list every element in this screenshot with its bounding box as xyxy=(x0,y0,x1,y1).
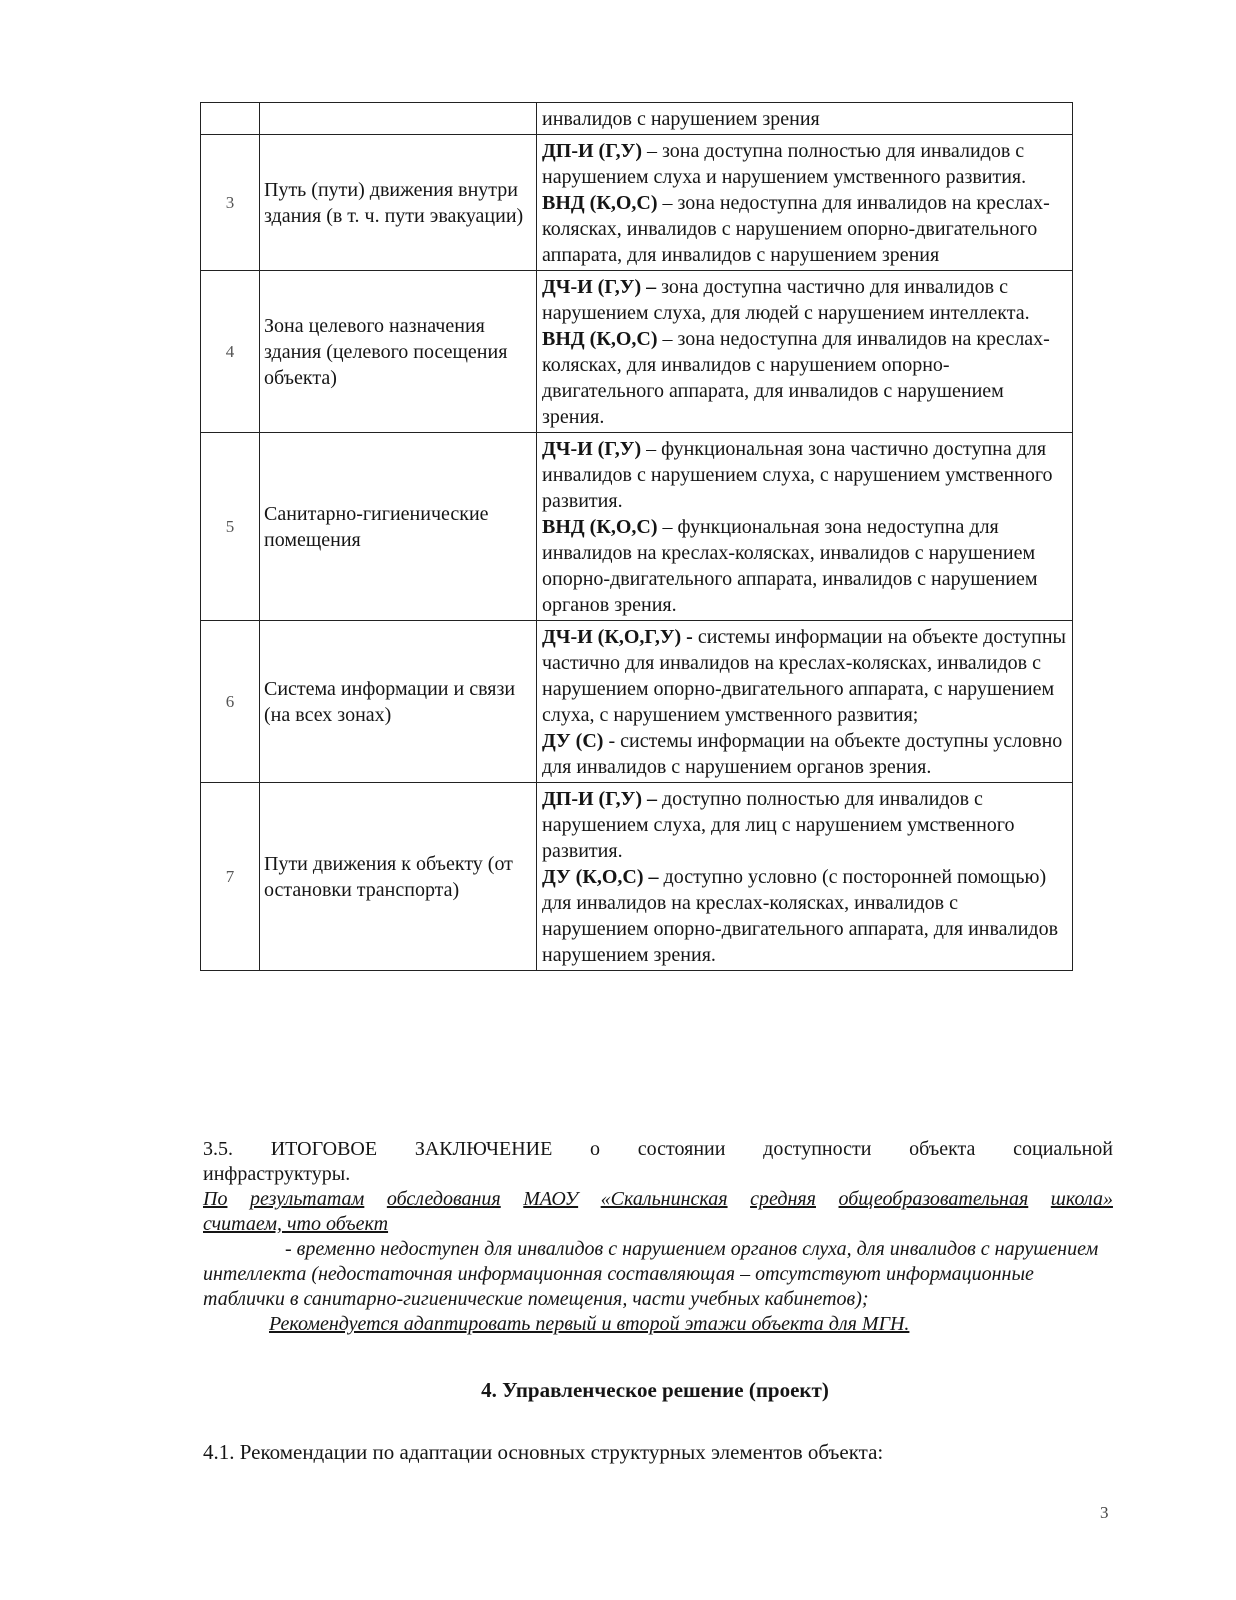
heading-word: состоянии xyxy=(637,1138,726,1160)
conclusion-recommendation-wrap xyxy=(203,1312,1113,1337)
table-row xyxy=(201,621,1073,783)
table-body xyxy=(201,103,1073,971)
accessibility-status xyxy=(537,103,1073,135)
conclusion-recommendation: Рекомендуется адаптировать первый и второй этажи объекта для МГН. xyxy=(269,1313,910,1335)
result-word: общеобразовательная xyxy=(838,1188,1029,1210)
table-row xyxy=(201,433,1073,621)
row-number xyxy=(201,103,260,135)
status-entry xyxy=(542,624,1067,728)
row-number: 4 xyxy=(201,271,260,433)
conclusion-heading-tail: инфраструктуры. xyxy=(203,1163,351,1185)
accessibility-status xyxy=(537,783,1073,971)
result-word: школа» xyxy=(1050,1188,1113,1210)
result-word: обследования xyxy=(386,1188,501,1210)
status-code: ДП-И (Г,У) xyxy=(542,140,642,162)
structural-element: Система информации и связи (на всех зонах) xyxy=(260,621,537,783)
row-number: 6 xyxy=(201,621,260,783)
status-entry xyxy=(542,106,1067,132)
status-entry xyxy=(542,190,1067,268)
status-text: – зона недоступна для инвалидов на креслах-колясках, для инвалидов с нарушением опорно-двигательного аппарата, для инвалидов с нарушением зрения. xyxy=(542,328,1050,428)
status-text: доступно условно (с посторонней помощью) для инвалидов на креслах-колясках, инвалидов с нарушением опорно-двигательного аппарата, для инвалидов нарушением зрения. xyxy=(542,866,1059,966)
status-code: ДУ (К,О,С) – xyxy=(542,866,659,888)
status-text: – функциональная зона недоступна для инвалидов на креслах-колясках, инвалидов с нарушением опорно-двигательного аппарата, инвалидов с нарушением органов зрения. xyxy=(542,516,1038,616)
status-text: - системы информации на объекте доступны условно для инвалидов с нарушением органов зрения. xyxy=(542,730,1063,778)
status-entry xyxy=(542,326,1067,430)
heading-word: доступности xyxy=(763,1138,872,1160)
heading-word: ЗАКЛЮЧЕНИЕ xyxy=(414,1138,553,1160)
table-row xyxy=(201,103,1073,135)
accessibility-status xyxy=(537,621,1073,783)
status-code: ВНД (К,О,С) xyxy=(542,516,658,538)
result-word: По xyxy=(203,1188,228,1210)
heading-word: объекта xyxy=(909,1138,976,1160)
status-text: – функциональная зона частично доступна для инвалидов с нарушением слуха, с нарушением умственного развития. xyxy=(542,438,1053,512)
structural-element: Санитарно-гигиенические помещения xyxy=(260,433,537,621)
conclusion-heading xyxy=(203,1137,1113,1162)
heading-word: 3.5. xyxy=(203,1138,233,1160)
status-code: ВНД (К,О,С) xyxy=(542,328,658,350)
heading-word: о xyxy=(590,1138,601,1160)
status-code: ДУ (С) xyxy=(542,730,604,752)
status-entry xyxy=(542,274,1067,326)
status-text: инвалидов с нарушением зрения xyxy=(542,108,820,130)
accessibility-status xyxy=(537,433,1073,621)
accessibility-status xyxy=(537,135,1073,271)
conclusion-block xyxy=(203,1137,1113,1337)
result-word: средняя xyxy=(750,1188,816,1210)
status-entry xyxy=(542,138,1067,190)
row-number: 7 xyxy=(201,783,260,971)
status-entry xyxy=(542,728,1067,780)
result-word: «Скальнинская xyxy=(600,1188,728,1210)
structural-element: Путь (пути) движения внутри здания (в т. ч. пути эвакуации) xyxy=(260,135,537,271)
status-code: ДЧ-И (Г,У) – xyxy=(542,276,657,298)
status-entry xyxy=(542,436,1067,514)
row-number: 3 xyxy=(201,135,260,271)
status-entry xyxy=(542,514,1067,618)
section-4-title: 4. Управленческое решение (проект) xyxy=(481,1378,829,1402)
status-text: – зона доступна полностью для инвалидов с нарушением слуха и нарушением умственного развития. xyxy=(542,140,1027,188)
status-text: зона доступна частично для инвалидов с нарушением слуха, для людей с нарушением интеллекта. xyxy=(542,276,1030,324)
status-code: ДП-И (Г,У) – xyxy=(542,788,657,810)
conclusion-result-tail: считаем, что объект xyxy=(203,1213,389,1235)
conclusion-status: - временно недоступен для инвалидов с нарушением органов слуха, для инвалидов с нарушением интеллекта (недостаточная информационная составляющая – отсутствуют информационные таблички в санитарно-гигиенические помещения, части учебных кабинетов); xyxy=(203,1238,1099,1310)
status-code: ДЧ-И (К,О,Г,У) - xyxy=(542,626,693,648)
structural-element: Зона целевого назначения здания (целевого посещения объекта) xyxy=(260,271,537,433)
status-entry xyxy=(542,864,1067,968)
heading-word: социальной xyxy=(1013,1138,1113,1160)
structural-element xyxy=(260,103,537,135)
accessibility-table xyxy=(200,102,1073,971)
table-row xyxy=(201,271,1073,433)
conclusion-result xyxy=(203,1187,1113,1212)
page-number: 3 xyxy=(1100,1503,1109,1522)
accessibility-status xyxy=(537,271,1073,433)
heading-word: ИТОГОВОЕ xyxy=(270,1138,378,1160)
table-row xyxy=(201,135,1073,271)
status-code: ДЧ-И (Г,У) xyxy=(542,438,642,460)
result-word: результатам xyxy=(249,1188,365,1210)
table-row xyxy=(201,783,1073,971)
status-text: системы информации на объекте доступны частично для инвалидов на креслах-колясках, инвалидов с нарушением опорно-двигательного аппарата, с нарушением слуха, с нарушением умственного развития; xyxy=(542,626,1066,726)
status-text: – зона недоступна для инвалидов на креслах-колясках, инвалидов с нарушением опорно-двигательного аппарата, для инвалидов с нарушением зрения xyxy=(542,192,1050,266)
status-entry xyxy=(542,786,1067,864)
status-code: ВНД (К,О,С) xyxy=(542,192,658,214)
structural-element: Пути движения к объекту (от остановки транспорта) xyxy=(260,783,537,971)
section-4-1-subtitle: 4.1. Рекомендации по адаптации основных структурных элементов объекта: xyxy=(203,1440,884,1464)
result-word: МАОУ xyxy=(523,1188,579,1210)
status-text: доступно полностью для инвалидов с нарушением слуха, для лиц с нарушением умственного развития. xyxy=(542,788,1015,862)
row-number: 5 xyxy=(201,433,260,621)
